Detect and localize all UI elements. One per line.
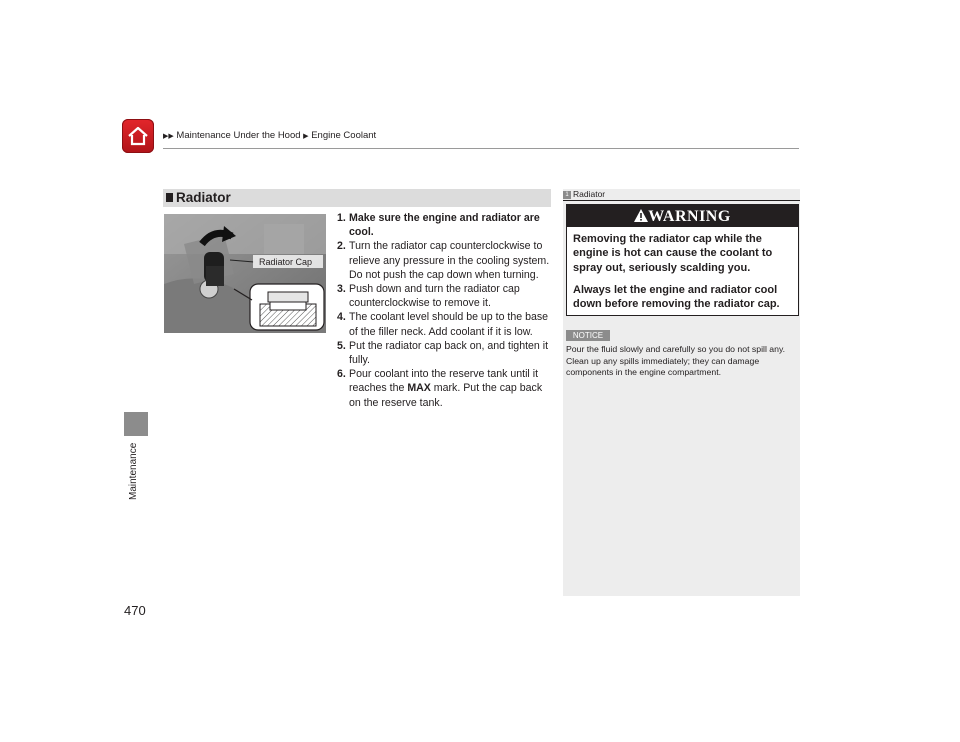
breadcrumb-arrow-icon: ▶▶ xyxy=(163,133,174,140)
section-marker-icon xyxy=(166,193,173,202)
warning-box xyxy=(566,204,799,316)
sidebar-tab[interactable] xyxy=(124,412,148,436)
side-panel-divider xyxy=(563,200,800,201)
breadcrumb-arrow-icon: ▶ xyxy=(303,133,309,140)
home-icon xyxy=(127,125,149,147)
section-title: Radiator xyxy=(166,190,231,205)
warning-text xyxy=(573,232,795,319)
warning-title: WARNING xyxy=(567,208,798,226)
figure-callout-label: Radiator Cap xyxy=(259,257,313,267)
breadcrumb-item[interactable]: Maintenance Under the Hood xyxy=(176,130,301,141)
procedure-steps xyxy=(337,211,551,410)
notice-text: Pour the fluid slowly and carefully so you do not spill any. Clean up any spills immediately; they can damage components in the engine compartment. xyxy=(566,344,786,377)
radiator-cap-figure xyxy=(164,214,326,333)
warning-paragraph: Removing the radiator cap while the engine is hot can cause the coolant to spray out, seriously scalding you. xyxy=(573,233,773,274)
step-item: 1. Make sure the engine and radiator are cool. xyxy=(337,212,540,239)
page-number: 470 xyxy=(124,603,146,618)
notice-badge: NOTICE xyxy=(566,330,610,341)
step-item: 4. The coolant level should be up to the base of the filler neck. Add coolant if it is low. xyxy=(337,311,549,338)
step-item: 2. Turn the radiator cap counterclockwise to relieve any pressure in the cooling system. Do not push the cap down when turning. xyxy=(337,240,550,281)
breadcrumb-item[interactable]: Engine Coolant xyxy=(311,130,377,141)
breadcrumb xyxy=(163,130,376,141)
side-panel-heading: 1 Radiator xyxy=(563,189,605,199)
home-button[interactable] xyxy=(122,119,154,153)
warning-triangle-icon xyxy=(634,209,648,222)
step-item: 5. Put the radiator cap back on, and tighten it fully. xyxy=(337,339,549,367)
max-mark-label: MAX xyxy=(407,382,431,395)
header-divider xyxy=(163,148,799,149)
sidebar-label: Maintenance xyxy=(128,442,139,500)
step-item: 6. Pour coolant into the reserve tank until it reaches the MAX mark. Put the cap back on the reserve tank. xyxy=(337,368,543,409)
reference-marker-icon: 1 xyxy=(563,191,571,199)
step-item: 3. Push down and turn the radiator cap counterclockwise to remove it. xyxy=(337,283,520,310)
warning-paragraph: Always let the engine and radiator cool down before removing the radiator cap. xyxy=(573,283,780,311)
